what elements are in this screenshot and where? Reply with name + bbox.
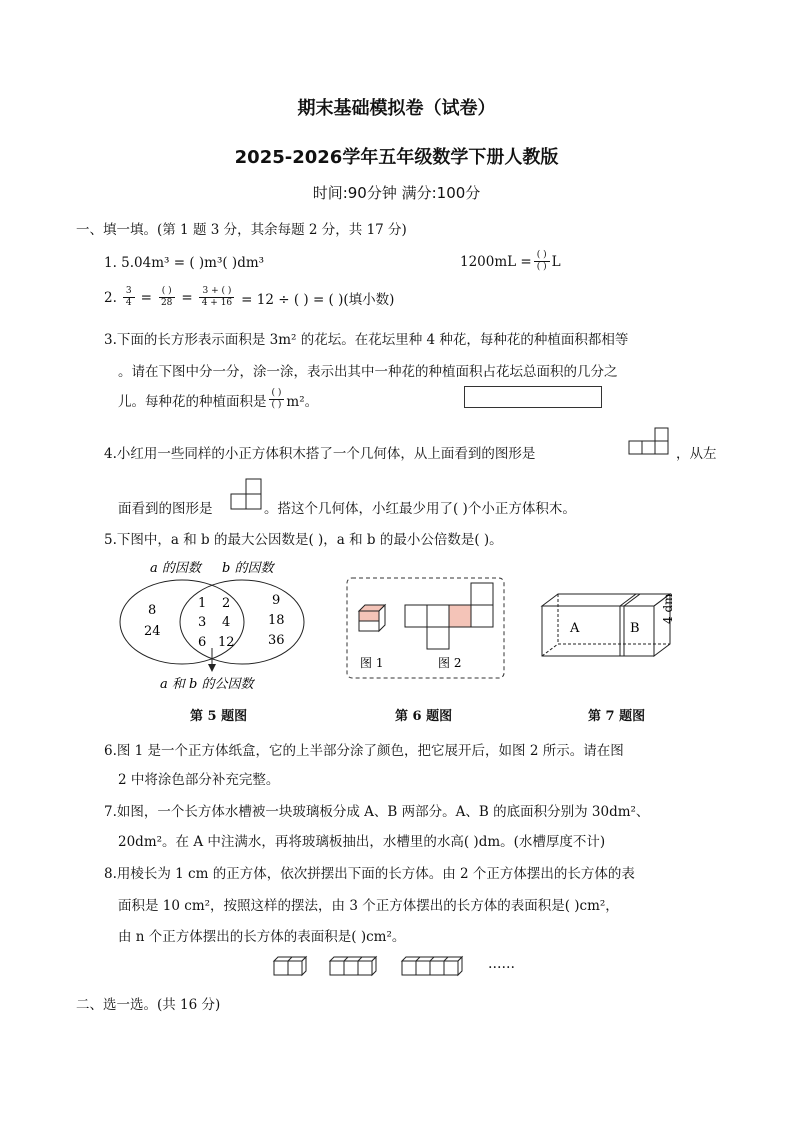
tank-label-b: B bbox=[630, 621, 640, 636]
top-view-figure bbox=[628, 427, 674, 457]
q8-ellipsis: …… bbox=[488, 956, 515, 972]
venn-b-item-2: 36 bbox=[268, 633, 285, 648]
q2-eq1: = bbox=[140, 289, 152, 306]
q6-line1: 6.图 1 是一个正方体纸盒，它的上半部分涂了颜色，把它展开后，如图 2 所示。请在图 bbox=[104, 743, 624, 759]
q4-line2a: 面看到的图形是 bbox=[118, 501, 213, 517]
q2-a-num: 3 bbox=[123, 286, 135, 298]
figure-6-label1: 图 1 bbox=[360, 656, 384, 670]
q2-rest: = 12 ÷ ( ) = ( )(填小数) bbox=[241, 291, 395, 308]
figure-6-label2: 图 2 bbox=[438, 656, 462, 670]
section1-heading: 一、填一填。(第 1 题 3 分，其余每题 2 分，共 17 分) bbox=[76, 222, 407, 238]
q4-line1b: ，从左 bbox=[676, 446, 717, 462]
q2-c-num: 3 + ( ) bbox=[199, 286, 234, 298]
q8-line3: 由 n 个正方体摆出的长方体的表面积是( )cm²。 bbox=[118, 929, 406, 945]
q4-line1a: 4.小红用一些同样的小正方体积木搭了一个几何体，从上面看到的图形是 bbox=[104, 446, 536, 462]
q1-frac-num: ( ) bbox=[534, 250, 550, 262]
venn-common-1-1: 4 bbox=[222, 615, 231, 630]
q3-line3a: 儿。每种花的种植面积是 bbox=[118, 393, 267, 410]
q5-line: 5.下图中，a 和 b 的最大公因数是( )，a 和 b 的最小公倍数是( )。 bbox=[104, 532, 503, 548]
q1-fraction bbox=[534, 250, 550, 273]
venn-diagram bbox=[112, 556, 312, 696]
q3-line1: 3.下面的长方形表示面积是 3m² 的花坛。在花坛里种 4 种花，每种花的种植面积都相等 bbox=[104, 332, 629, 348]
venn-common-2-0: 6 bbox=[198, 635, 207, 650]
cube-rows-figure bbox=[272, 953, 472, 979]
q2-frac-c bbox=[199, 286, 235, 309]
q3-line2: 。请在下图中分一分，涂一涂，表示出其中一种花的种植面积占花坛总面积的几分之 bbox=[118, 364, 618, 380]
venn-label-b: b 的因数 bbox=[222, 561, 274, 576]
figure-7-tank bbox=[538, 590, 688, 662]
caption-q5: 第 5 题图 bbox=[190, 709, 248, 724]
figure-6 bbox=[346, 577, 506, 681]
venn-b-item-0: 9 bbox=[272, 593, 281, 608]
q2-frac-b bbox=[158, 286, 175, 309]
q4-line2b: 。搭这个几何体，小红最少用了( )个小正方体积木。 bbox=[264, 501, 576, 517]
cube-figure-1 bbox=[359, 605, 385, 631]
q3-frac-den: ( ) bbox=[271, 400, 282, 410]
flowerbed-rectangle[interactable] bbox=[464, 386, 602, 408]
q2-c-den: 4 + 16 bbox=[201, 298, 233, 308]
left-view-figure bbox=[230, 477, 264, 511]
venn-b-item-1: 18 bbox=[268, 613, 285, 628]
q2-frac-a bbox=[123, 286, 135, 309]
venn-common-0-0: 1 bbox=[198, 596, 207, 611]
venn-a-item-1: 24 bbox=[144, 624, 161, 639]
q3-frac-num: ( ) bbox=[269, 388, 285, 400]
q6-line2: 2 中将涂色部分补充完整。 bbox=[118, 772, 280, 788]
tank-height-label: 4 dm bbox=[661, 593, 675, 624]
section2-heading: 二、选一选。(共 16 分) bbox=[76, 997, 221, 1013]
caption-q6: 第 6 题图 bbox=[395, 709, 453, 724]
q8-line2: 面积是 10 cm²，按照这样的摆法，由 3 个正方体摆出的长方体的表面积是( )cm²， bbox=[118, 898, 619, 914]
cuboid-3-cubes bbox=[330, 957, 376, 975]
q1-right-text: 1200mL = bbox=[460, 253, 532, 270]
cuboid-2-cubes bbox=[274, 957, 306, 975]
q2-b-num: ( ) bbox=[159, 286, 175, 298]
tank-label-a: A bbox=[570, 621, 580, 636]
q1-right bbox=[460, 250, 561, 273]
exam-meta: 时间:90分钟 满分:100分 bbox=[312, 184, 481, 202]
q7-line1: 7.如图，一个长方体水槽被一块玻璃板分成 A、B 两部分。A、B 的底面积分别为 30dm²、 bbox=[104, 804, 650, 820]
cuboid-4-cubes bbox=[402, 957, 462, 975]
venn-common-2-1: 12 bbox=[218, 635, 235, 650]
q2-num: 2. bbox=[104, 289, 117, 306]
q2-a-den: 4 bbox=[125, 298, 132, 308]
venn-common-1-0: 3 bbox=[198, 615, 207, 630]
q3-line3b: m²。 bbox=[286, 393, 319, 410]
q1-left: 1. 5.04m³ = ( )m³( )dm³ bbox=[104, 255, 265, 271]
caption-q7: 第 7 题图 bbox=[588, 709, 646, 724]
q3-fraction bbox=[269, 388, 285, 411]
q1-frac-den: ( ) bbox=[536, 262, 547, 272]
cube-net-figure-2 bbox=[405, 583, 493, 649]
q2 bbox=[104, 286, 394, 309]
q2-b-den: 28 bbox=[160, 298, 173, 308]
venn-a-item-0: 8 bbox=[148, 603, 157, 618]
exam-title: 期末基础模拟卷（试卷） bbox=[297, 98, 496, 119]
exam-subtitle: 2025-2026学年五年级数学下册人教版 bbox=[234, 147, 559, 168]
venn-common-0-1: 2 bbox=[222, 596, 231, 611]
q1-unit: L bbox=[551, 253, 561, 270]
q3-line3 bbox=[118, 388, 318, 411]
venn-bottom-label: a 和 b 的公因数 bbox=[160, 677, 254, 692]
q8-line1: 8.用棱长为 1 cm 的正方体，依次拼摆出下面的长方体。由 2 个正方体摆出的长方体的表 bbox=[104, 866, 635, 882]
q7-line2: 20dm²。在 A 中注满水，再将玻璃板抽出，水槽里的水高( )dm。(水槽厚度不计) bbox=[118, 834, 606, 850]
q2-eq2: = bbox=[181, 289, 193, 306]
venn-label-a: a 的因数 bbox=[150, 561, 201, 576]
venn-arrow-head bbox=[208, 664, 216, 672]
